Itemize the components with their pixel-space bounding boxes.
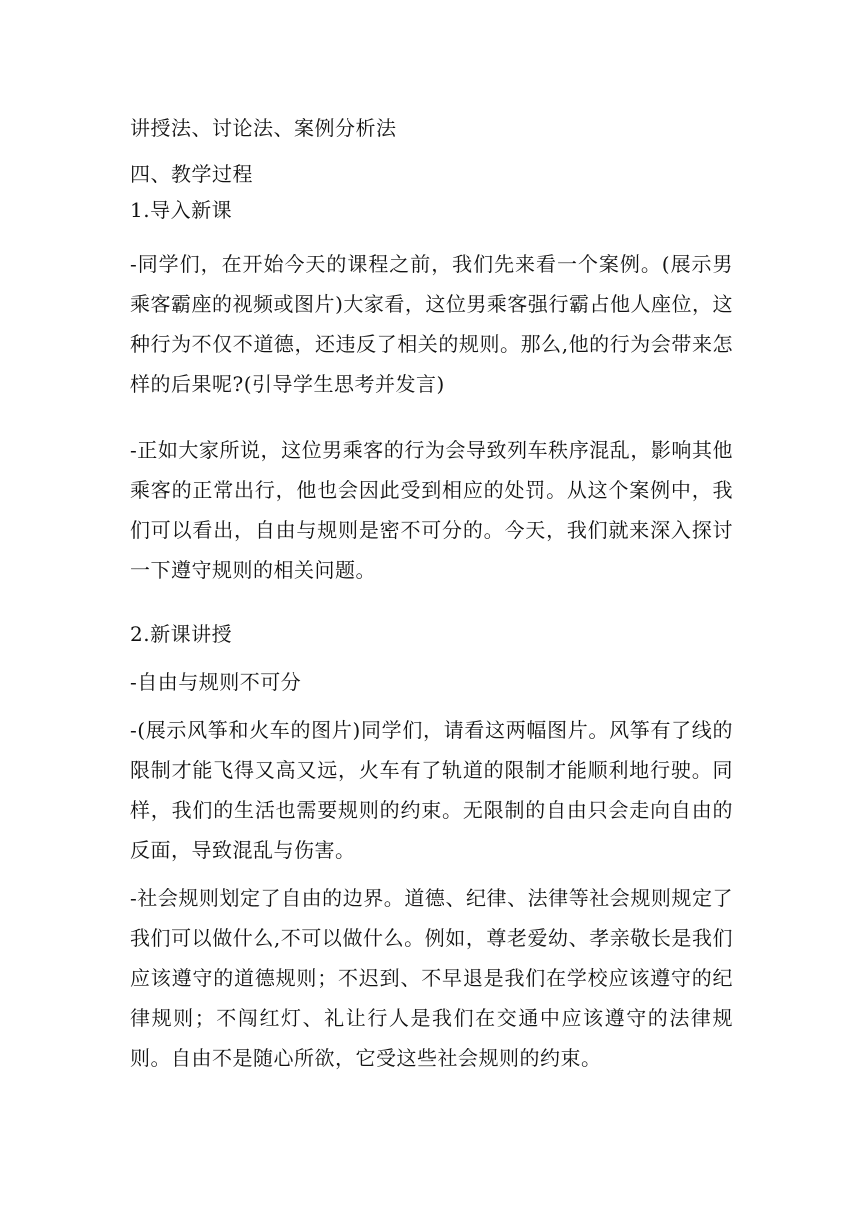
point-heading-freedom-rules: -自由与规则不可分 [130, 670, 302, 694]
intro-paragraph-conclusion: -正如大家所说，这位男乘客的行为会导致列车秩序混乱，影响其他乘客的正常出行，他也会因此受到相应的处罚。从这个案例中，我们可以看出，自由与规则是密不可分的。今天，我们就来深入探讨一下遵守规则的相关问题。 [130, 438, 733, 582]
paragraph-social-rules: -社会规则划定了自由的边界。道德、纪律、法律等社会规则规定了我们可以做什么,不可以做什么。例如，尊老爱幼、孝亲敬长是我们应该遵守的道德规则；不迟到、不早退是我们在学校应该遵守的纪律规则；不闯红灯、礼让行人是我们在交通中应该遵守的法律规则。自由不是随心所欲，它受这些社会规则的约束。 [130, 886, 733, 1070]
teaching-methods-line: 讲授法、讨论法、案例分析法 [130, 116, 397, 140]
paragraph-kite-train: -(展示风筝和火车的图片)同学们，请看这两幅图片。风筝有了线的限制才能飞得又高又远，火车有了轨道的限制才能顺利地行驶。同样，我们的生活也需要规则的约束。无限制的自由只会走向自由的反面，导致混乱与伤害。 [130, 718, 733, 862]
subsection-heading-new-lesson: 2.新课讲授 [130, 622, 233, 646]
subsection-heading-intro: 1.导入新课 [130, 198, 233, 222]
document-body [130, 108, 733, 1078]
section-heading-teaching-process: 四、教学过程 [130, 162, 253, 186]
intro-paragraph-case: -同学们，在开始今天的课程之前，我们先来看一个案例。(展示男乘客霸座的视频或图片)大家看，这位男乘客强行霸占他人座位，这种行为不仅不道德，还违反了相关的规则。那么,他的行为会带来怎样的后果呢?(引导学生思考并发言) [130, 252, 733, 396]
